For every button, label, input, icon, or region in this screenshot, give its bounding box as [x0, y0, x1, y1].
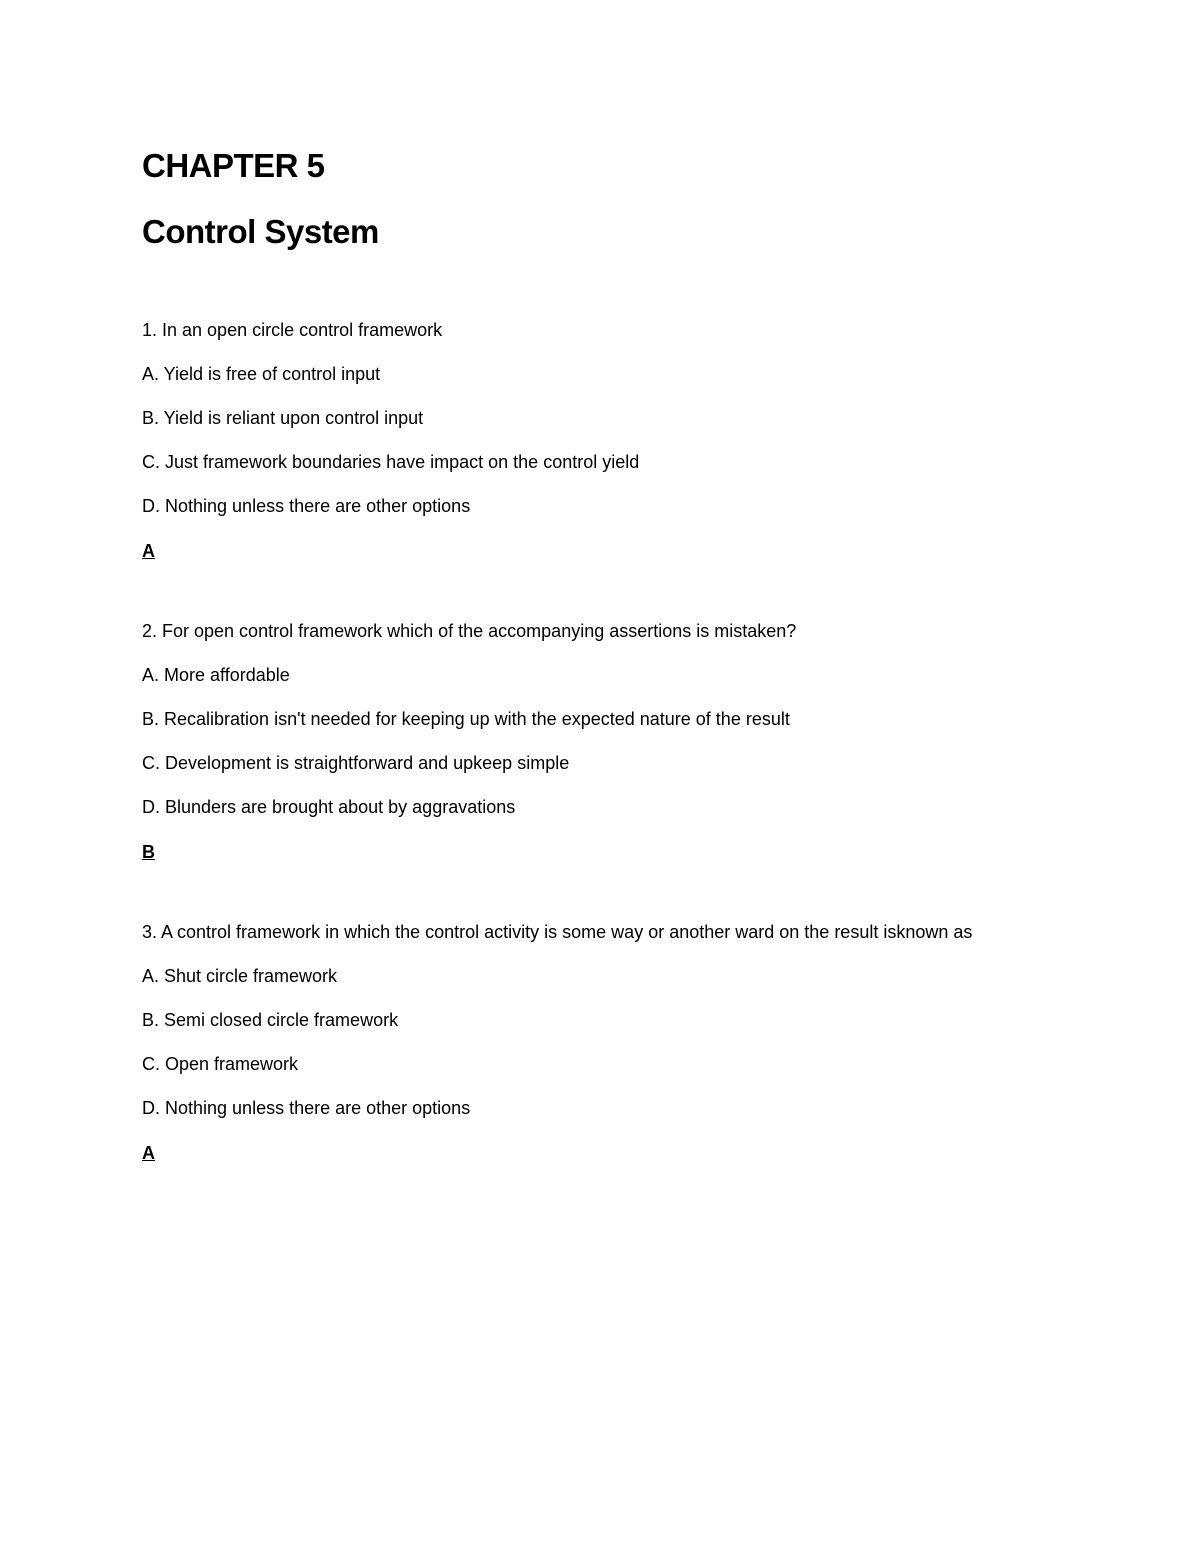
answer-key: A — [142, 541, 155, 561]
option-c: C. Development is straightforward and upkeep simple — [142, 753, 570, 773]
option-a: A. Yield is free of control input — [142, 364, 381, 384]
answer-key: B — [142, 842, 155, 862]
chapter-title: Control System — [142, 213, 379, 250]
option-a: A. More affordable — [142, 665, 290, 685]
question-2 — [142, 617, 1062, 866]
option-b: B. Yield is reliant upon control input — [142, 408, 424, 428]
question-1 — [142, 316, 1062, 565]
question-text: 3. A control framework in which the control activity is some way or another ward on the result isknown as — [142, 922, 973, 942]
option-d: D. Nothing unless there are other options — [142, 496, 471, 516]
option-a: A. Shut circle framework — [142, 966, 338, 986]
question-text: 2. For open control framework which of the accompanying assertions is mistaken? — [142, 621, 797, 641]
option-c: C. Just framework boundaries have impact on the control yield — [142, 452, 640, 472]
question-3 — [142, 918, 1062, 1167]
document-content — [142, 146, 1062, 1167]
option-b: B. Semi closed circle framework — [142, 1010, 399, 1030]
option-b: B. Recalibration isn't needed for keeping up with the expected nature of the result — [142, 709, 790, 729]
chapter-heading: CHAPTER 5 — [142, 147, 325, 184]
option-d: D. Nothing unless there are other options — [142, 1098, 471, 1118]
option-c: C. Open framework — [142, 1054, 299, 1074]
question-text: 1. In an open circle control framework — [142, 320, 443, 340]
option-d: D. Blunders are brought about by aggravations — [142, 797, 516, 817]
answer-key: A — [142, 1143, 155, 1163]
